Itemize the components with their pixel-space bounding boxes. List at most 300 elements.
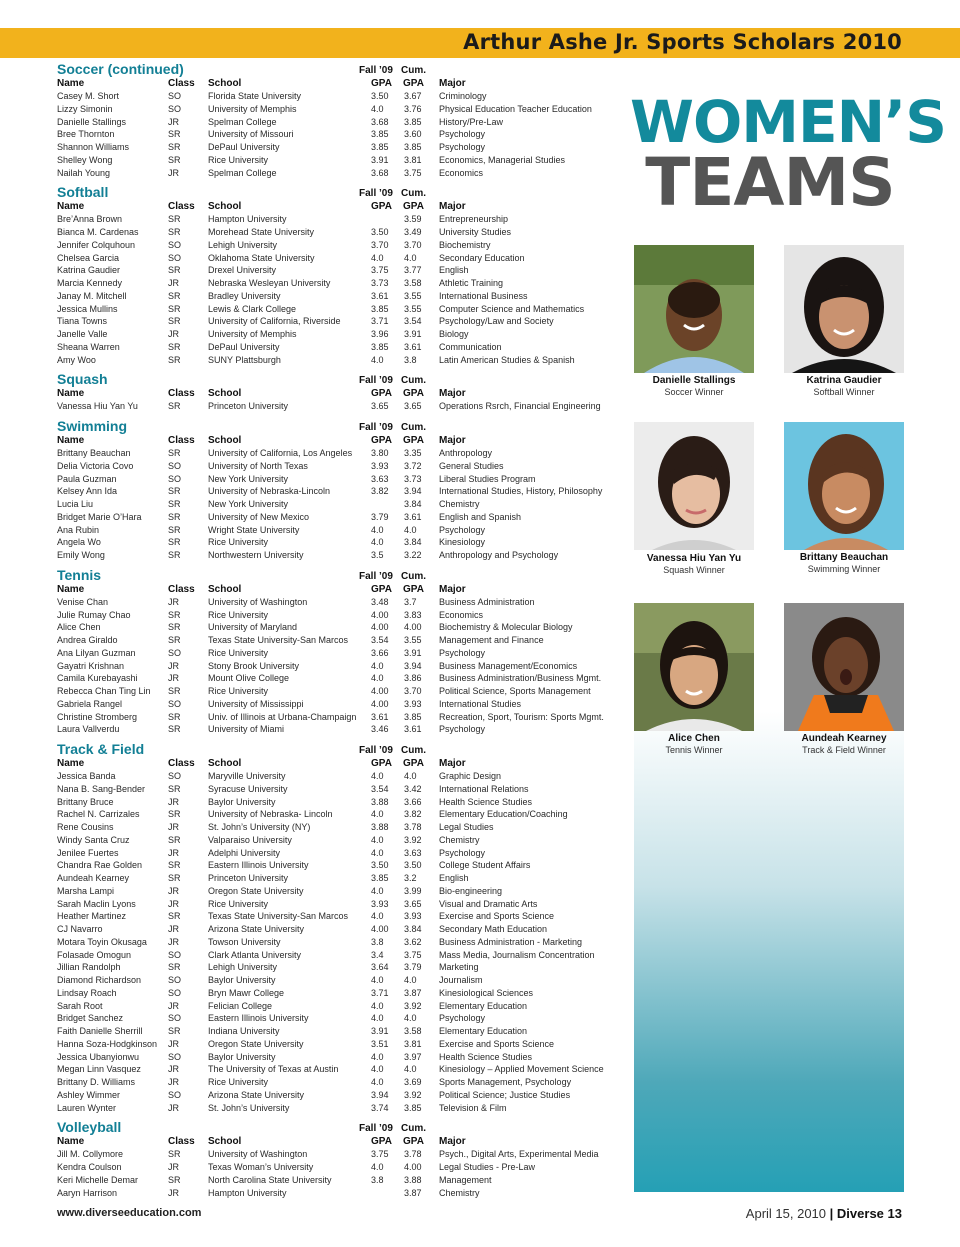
- student-school: Bradley University: [208, 290, 281, 301]
- student-school: Rice University: [208, 537, 269, 548]
- student-school: Bryn Mawr College: [208, 987, 285, 998]
- fall-gpa: 4.0: [371, 1000, 384, 1011]
- student-name: Katrina Gaudier: [57, 265, 121, 276]
- fall-gpa: 4.00: [371, 686, 389, 696]
- cum-gpa: 3.54: [404, 316, 422, 327]
- cum-gpa: 3.81: [404, 154, 422, 165]
- table-row: [57, 116, 627, 129]
- fall-gpa: 3.61: [371, 290, 389, 301]
- student-class: SR: [168, 303, 181, 314]
- student-name: Brittany D. Williams: [57, 1077, 136, 1087]
- student-class: SR: [168, 499, 181, 509]
- student-class: SR: [168, 1026, 181, 1036]
- student-school: New York University: [208, 499, 289, 509]
- student-class: SO: [168, 460, 182, 471]
- caption-brittany-beauchan: [769, 552, 919, 575]
- section-softball: [57, 185, 627, 366]
- student-school: Lehigh University: [208, 239, 278, 250]
- name-header: Name: [57, 201, 85, 213]
- major-header: Major: [439, 201, 466, 213]
- student-name: Bridget Marie O’Hara: [57, 511, 142, 522]
- student-school: Baylor University: [208, 1051, 276, 1062]
- fall-gpa: 3.85: [371, 341, 389, 352]
- student-major: Psychology: [439, 647, 486, 658]
- student-major: International Studies: [439, 698, 522, 709]
- cum-gpa-header: GPA: [403, 435, 424, 446]
- cum-label: Cum.: [401, 65, 426, 76]
- student-class: SR: [168, 860, 181, 871]
- cum-gpa: 3.85: [404, 142, 422, 152]
- table-row: [57, 524, 627, 537]
- header-banner: [0, 28, 960, 58]
- student-class: SO: [168, 103, 182, 114]
- student-major: Psychology: [439, 847, 486, 858]
- cum-gpa: 3.92: [404, 834, 422, 845]
- student-name: Lucia Liu: [57, 499, 94, 509]
- cum-gpa: 3.7: [404, 596, 417, 607]
- student-class: SR: [168, 609, 181, 620]
- student-major: Legal Studies - Pre-Law: [439, 1162, 536, 1172]
- fall-gpa: 3.63: [371, 473, 389, 484]
- name-header: Name: [57, 388, 85, 400]
- fall-gpa: 4.0: [371, 537, 384, 548]
- student-name: Bree Thornton: [57, 129, 115, 140]
- student-name: Vanessa Hiu Yan Yu: [57, 401, 138, 412]
- student-school: Texas State University-San Marcos: [208, 911, 349, 922]
- student-major: Psychology: [439, 724, 486, 735]
- table-row: [57, 923, 627, 936]
- student-school: Adelphi University: [208, 847, 281, 858]
- cum-gpa: 3.84: [404, 924, 422, 934]
- table-row: [57, 910, 627, 923]
- cum-label: Cum.: [401, 1123, 426, 1135]
- cum-gpa: 3.69: [404, 1077, 422, 1087]
- student-major: Management: [439, 1174, 492, 1185]
- fall-gpa: 4.0: [371, 885, 384, 896]
- student-school: University of California, Los Angeles: [208, 448, 353, 458]
- student-name: Aaryn Harrison: [57, 1187, 118, 1198]
- name-header: Name: [57, 583, 85, 595]
- student-name: Tiana Towns: [57, 316, 108, 327]
- table-row: [57, 252, 627, 265]
- fall-gpa: 3.85: [371, 873, 389, 883]
- table-row: [57, 821, 627, 834]
- section-title: Squash: [57, 371, 108, 388]
- table-row: [57, 90, 627, 103]
- student-class: SR: [168, 129, 181, 140]
- section-soccer-continued: [57, 62, 627, 179]
- student-name: Andrea Giraldo: [57, 635, 118, 645]
- cum-gpa: 3.58: [404, 278, 422, 288]
- fall-label: Fall ’09: [359, 1123, 393, 1135]
- cum-gpa: 3.97: [404, 1051, 422, 1062]
- student-class: SR: [168, 1149, 181, 1160]
- table-row: [57, 315, 627, 328]
- student-school: Lewis & Clark College: [208, 303, 297, 314]
- fall-gpa: 4.0: [371, 103, 384, 114]
- cum-gpa: 3.78: [404, 822, 422, 832]
- fall-gpa: 3.73: [371, 278, 389, 288]
- student-school: Arizona State University: [208, 1089, 305, 1100]
- photo-name: Vanessa Hiu Yan Yu: [646, 553, 742, 564]
- student-major: Bio-engineering: [439, 885, 503, 896]
- student-name: Kelsey Ann Ida: [57, 486, 118, 497]
- student-class: SR: [168, 635, 181, 645]
- table-row: [57, 1076, 627, 1089]
- student-major: Elementary Education: [439, 1026, 528, 1036]
- table-row: [57, 898, 627, 911]
- student-major: Kinesiological Sciences: [439, 987, 534, 998]
- student-class: SO: [168, 698, 182, 709]
- class-header: Class: [168, 435, 195, 446]
- table-row: [57, 1089, 627, 1102]
- student-name: Gayatri Krishnan: [57, 660, 125, 671]
- cum-gpa: 3.42: [404, 783, 422, 794]
- fall-gpa-header: GPA: [371, 78, 392, 89]
- fall-label: Fall ’09: [359, 422, 393, 433]
- student-major: Economics: [439, 609, 484, 620]
- table-row: [57, 103, 627, 116]
- fall-gpa-header: GPA: [371, 1136, 392, 1148]
- cum-gpa: 3.85: [404, 116, 422, 127]
- student-major: Business Administration/Business Mgmt.: [439, 673, 602, 684]
- table-row: [57, 885, 627, 898]
- fall-gpa: 3.80: [371, 448, 389, 458]
- cum-gpa: 3.94: [404, 660, 422, 671]
- student-name: Bre’Anna Brown: [57, 214, 123, 225]
- table-row: [57, 511, 627, 524]
- name-header: Name: [57, 1136, 85, 1148]
- student-school: University of Memphis: [208, 103, 297, 114]
- student-major: Sports Management, Psychology: [439, 1077, 572, 1087]
- student-name: Kendra Coulson: [57, 1162, 122, 1172]
- student-name: Chandra Rae Golden: [57, 860, 143, 871]
- student-name: Sarah Root: [57, 1000, 103, 1011]
- student-school: Rice University: [208, 898, 269, 909]
- section-title: Tennis: [57, 566, 102, 583]
- fall-gpa: 3.54: [371, 783, 389, 794]
- student-major: Exercise and Sports Science: [439, 911, 555, 922]
- student-major: Communication: [439, 341, 502, 352]
- student-name: Ana Rubin: [57, 524, 100, 535]
- student-name: Rachel N. Carrizales: [57, 809, 140, 820]
- student-major: Chemistry: [439, 499, 480, 509]
- student-major: Physical Education Teacher Education: [439, 103, 592, 114]
- student-school: Felician College: [208, 1000, 273, 1011]
- school-header: School: [208, 435, 242, 446]
- table-row: [57, 847, 627, 860]
- student-class: SO: [168, 1051, 182, 1062]
- student-school: Spelman College: [208, 116, 277, 127]
- student-name: Rebecca Chan Ting Lin: [57, 686, 151, 696]
- section-title: Swimming: [57, 418, 128, 434]
- student-major: International Business: [439, 290, 528, 301]
- student-major: Elementary Education/Coaching: [439, 809, 568, 820]
- table-row: [57, 264, 627, 277]
- student-school: Syracuse University: [208, 783, 288, 794]
- student-name: Delia Victoria Covo: [57, 460, 134, 471]
- student-school: Rice University: [208, 154, 269, 165]
- student-name: Amy Woo: [57, 354, 96, 365]
- student-school: Arizona State University: [208, 924, 305, 934]
- table-row: [57, 974, 627, 987]
- section-title: Soccer (continued): [57, 61, 184, 77]
- cum-gpa: 3.85: [404, 1102, 422, 1113]
- student-class: SO: [168, 252, 182, 263]
- womens-title: WOMEN’S: [630, 88, 946, 156]
- student-name: Diamond Richardson: [57, 975, 142, 985]
- student-major: Graphic Design: [439, 771, 502, 781]
- fall-gpa: 3.75: [371, 265, 389, 276]
- fall-label: Fall ’09: [359, 745, 393, 756]
- student-major: Economics, Managerial Studies: [439, 154, 566, 165]
- student-name: Marcia Kennedy: [57, 278, 123, 288]
- student-name: Marsha Lampi: [57, 885, 115, 896]
- student-name: Jill M. Collymore: [57, 1149, 124, 1160]
- cum-gpa: 3.82: [404, 809, 422, 820]
- fall-gpa: 4.00: [371, 609, 389, 620]
- student-name: Angela Wo: [57, 537, 101, 548]
- student-school: Florida State University: [208, 91, 302, 101]
- student-class: SR: [168, 341, 181, 352]
- caption-katrina-gaudier: [769, 375, 919, 398]
- student-class: SR: [168, 686, 181, 696]
- student-name: Sarah Maclin Lyons: [57, 898, 136, 909]
- student-major: Psychology/Law and Society: [439, 316, 554, 327]
- cum-label: Cum.: [401, 570, 426, 582]
- student-name: Rene Cousins: [57, 822, 114, 832]
- student-class: JR: [168, 1162, 179, 1172]
- photo-name: Alice Chen: [668, 733, 720, 744]
- student-class: SR: [168, 1174, 181, 1185]
- school-header: School: [208, 583, 242, 595]
- cum-gpa: 3.79: [404, 962, 422, 973]
- cum-gpa: 3.75: [404, 167, 422, 178]
- student-major: College Student Affairs: [439, 860, 531, 871]
- student-class: JR: [168, 167, 179, 178]
- cum-gpa: 3.60: [404, 129, 422, 140]
- student-school: University of Missouri: [208, 129, 294, 140]
- student-major: Television & Film: [439, 1102, 507, 1113]
- student-class: JR: [168, 1000, 179, 1011]
- cum-gpa: 3.91: [404, 329, 422, 339]
- footer-url[interactable]: www.diverseeducation.com: [57, 1207, 202, 1219]
- photo-brittany-beauchan: [784, 422, 904, 550]
- student-major: Anthropology: [439, 448, 493, 458]
- cum-gpa: 3.88: [404, 1174, 422, 1185]
- student-name: Jessica Ubanyionwu: [57, 1051, 140, 1062]
- student-name: Camila Kurebayashi: [57, 673, 138, 684]
- school-header: School: [208, 78, 242, 89]
- fall-gpa: 3.50: [371, 860, 389, 871]
- student-major: International Studies, History, Philosophy: [439, 486, 603, 497]
- cum-gpa: 4.00: [404, 622, 422, 633]
- student-name: Folasade Omogun: [57, 949, 132, 960]
- table-row: [57, 1051, 627, 1064]
- school-header: School: [208, 388, 242, 400]
- class-header: Class: [168, 388, 195, 400]
- fall-gpa: 3.93: [371, 898, 389, 909]
- student-school: University of Miami: [208, 724, 285, 735]
- student-class: JR: [168, 885, 179, 896]
- student-class: JR: [168, 673, 179, 684]
- fall-gpa: 4.0: [371, 354, 384, 365]
- photo-name: Danielle Stallings: [652, 375, 736, 386]
- cum-gpa: 3.70: [404, 239, 422, 250]
- cum-gpa-header: GPA: [403, 1136, 424, 1148]
- cum-label: Cum.: [401, 745, 426, 756]
- student-name: CJ Navarro: [57, 924, 103, 934]
- student-name: Megan Linn Vasquez: [57, 1064, 141, 1075]
- student-major: International Relations: [439, 783, 529, 794]
- major-header: Major: [439, 78, 466, 89]
- table-row: [57, 1148, 627, 1161]
- cum-gpa: 3.86: [404, 673, 422, 684]
- student-major: Legal Studies: [439, 822, 494, 832]
- name-header: Name: [57, 435, 85, 446]
- student-school: Hampton University: [208, 1187, 287, 1198]
- student-school: Lehigh University: [208, 962, 278, 973]
- student-name: Jennifer Colquhoun: [57, 239, 136, 250]
- student-major: Athletic Training: [439, 278, 504, 288]
- student-major: Biochemistry & Molecular Biology: [439, 622, 573, 633]
- table-row: [57, 226, 627, 239]
- fall-gpa: 4.0: [371, 660, 384, 671]
- student-major: Psychology: [439, 1013, 486, 1024]
- table-row: [57, 660, 627, 673]
- cum-gpa: 3.65: [404, 898, 422, 909]
- student-class: SR: [168, 550, 181, 560]
- fall-gpa: 3.65: [371, 401, 389, 412]
- table-row: [57, 239, 627, 252]
- student-school: Mount Olive College: [208, 673, 290, 684]
- fall-gpa: 3.74: [371, 1102, 389, 1113]
- student-school: Spelman College: [208, 167, 277, 178]
- student-major: Biochemistry: [439, 239, 491, 250]
- table-row: [57, 596, 627, 609]
- student-class: SO: [168, 1013, 182, 1024]
- student-class: SR: [168, 911, 181, 922]
- photo-danielle-stallings: [634, 245, 754, 373]
- teams-title: TEAMS: [645, 144, 895, 221]
- student-school: Wright State University: [208, 524, 300, 535]
- cum-gpa: 3.73: [404, 473, 422, 484]
- student-name: Bridget Sanchez: [57, 1013, 124, 1024]
- student-major: Psychology: [439, 524, 486, 535]
- cum-gpa: 3.65: [404, 401, 422, 412]
- student-class: JR: [168, 936, 179, 947]
- student-major: Liberal Studies Program: [439, 473, 536, 484]
- fall-gpa-header: GPA: [371, 583, 392, 595]
- cum-gpa: 3.81: [404, 1038, 422, 1049]
- student-name: Lizzy Simonin: [57, 103, 113, 114]
- cum-gpa: 4.00: [404, 1162, 422, 1172]
- fall-gpa: 3.85: [371, 129, 389, 140]
- fall-gpa: 3.70: [371, 239, 389, 250]
- student-name: Heather Martinez: [57, 911, 127, 922]
- photo-caption: Track & Field Winner: [802, 745, 886, 755]
- student-school: Valparaiso University: [208, 834, 292, 845]
- student-major: Health Science Studies: [439, 796, 533, 807]
- student-school: Eastern Illinois University: [208, 860, 309, 871]
- fall-gpa: 3.68: [371, 116, 389, 127]
- major-header: Major: [439, 388, 466, 400]
- table-row: [57, 549, 627, 562]
- table-row: [57, 685, 627, 698]
- fall-gpa-header: GPA: [371, 201, 392, 213]
- cum-gpa: 3.66: [404, 796, 422, 807]
- student-major: Computer Science and Mathematics: [439, 303, 585, 314]
- student-major: English: [439, 265, 469, 276]
- student-class: SR: [168, 316, 181, 327]
- student-name: Paula Guzman: [57, 473, 117, 484]
- student-class: SR: [168, 524, 181, 535]
- table-row: [57, 1174, 627, 1187]
- student-name: Hanna Soza-Hodgkinson: [57, 1038, 158, 1049]
- cum-gpa: 4.0: [404, 524, 417, 535]
- school-header: School: [208, 201, 242, 213]
- student-class: SR: [168, 783, 181, 794]
- fall-gpa: 3.61: [371, 711, 389, 722]
- cum-gpa: 4.0: [404, 1013, 417, 1024]
- student-major: Management and Finance: [439, 635, 544, 645]
- student-major: Business Management/Economics: [439, 660, 578, 671]
- fall-gpa: 3.82: [371, 486, 389, 497]
- fall-gpa: 3.4: [371, 949, 384, 960]
- student-major: Mass Media, Journalism Concentration: [439, 949, 595, 960]
- table-row: [57, 711, 627, 724]
- table-row: [57, 672, 627, 685]
- student-school: Maryville University: [208, 771, 286, 781]
- caption-vanessa-hiu-yan-yu: [619, 553, 769, 576]
- photo-alice-chen: [634, 603, 754, 731]
- photo-name: Katrina Gaudier: [806, 375, 882, 386]
- class-header: Class: [168, 78, 195, 89]
- cum-gpa: 3.87: [404, 1187, 422, 1198]
- student-class: SO: [168, 975, 182, 985]
- student-major: Psych., Digital Arts, Experimental Media: [439, 1149, 599, 1160]
- table-row: [57, 1161, 627, 1174]
- student-class: SR: [168, 448, 181, 458]
- table-row: [57, 770, 627, 783]
- student-class: JR: [168, 1064, 179, 1075]
- cum-gpa: 3.83: [404, 609, 422, 620]
- fall-gpa: 3.46: [371, 724, 389, 735]
- student-school: University of Washington: [208, 1149, 308, 1160]
- student-name: Gabriela Rangel: [57, 698, 123, 709]
- cum-gpa: 3.61: [404, 724, 422, 735]
- student-class: SR: [168, 962, 181, 973]
- student-name: Keri Michelle Demar: [57, 1174, 139, 1185]
- table-row: [57, 485, 627, 498]
- student-class: SR: [168, 265, 181, 276]
- table-row: [57, 1025, 627, 1038]
- page-title: Arthur Ashe Jr. Sports Scholars 2010: [463, 30, 902, 54]
- student-class: SO: [168, 949, 182, 960]
- section-track-field: [57, 742, 627, 1114]
- cum-gpa: 3.91: [404, 647, 422, 658]
- student-school: Stony Brook University: [208, 660, 300, 671]
- cum-gpa: 4.0: [404, 252, 417, 263]
- student-name: Emily Wong: [57, 550, 105, 560]
- student-name: Faith Danielle Sherrill: [57, 1026, 143, 1036]
- cum-gpa: 3.94: [404, 486, 422, 497]
- student-school: University of Mississippi: [208, 698, 304, 709]
- section-title: Track & Field: [57, 741, 145, 757]
- cum-gpa: 3.85: [404, 711, 422, 722]
- student-class: JR: [168, 1187, 179, 1198]
- student-school: University of North Texas: [208, 460, 308, 471]
